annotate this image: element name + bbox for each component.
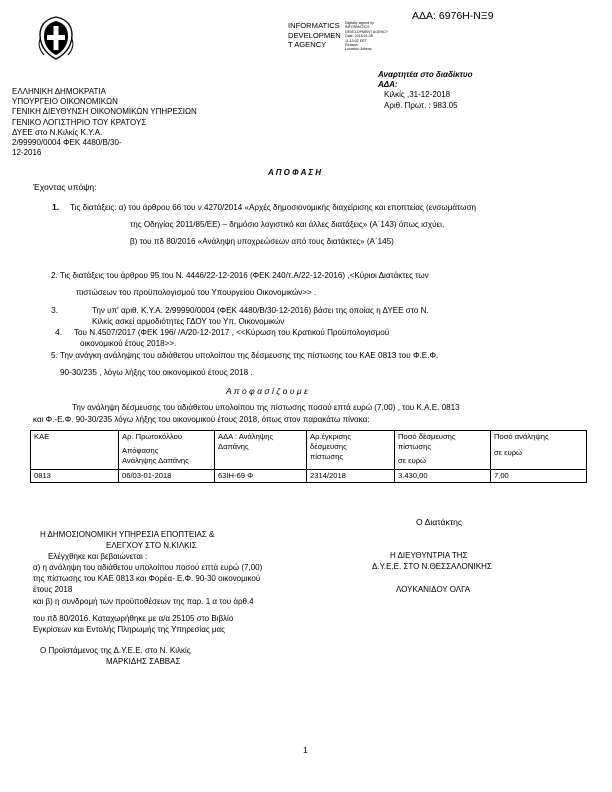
page-number: 1 <box>303 745 308 755</box>
item-5-line-2: 90-30/235 , λόγω λήξης του οικονομικού έτους 2018 . <box>60 368 253 377</box>
audit-line: έτους 2018 <box>33 585 73 594</box>
table-header-row <box>31 431 587 470</box>
issuer-line: 2/99990/0004 ΦΕΚ 4480/Β/30- <box>12 138 122 148</box>
issuer-line: ΓΕΝΙΚΗ ΔΙΕΥΘΥΝΣΗ ΟΙΚΟΝΟΜΙΚΩΝ ΥΠΗΡΕΣΙΩΝ <box>12 107 197 117</box>
signature-detail-line: INFORMATICS <box>345 25 370 30</box>
header-line: δέσμευσης <box>310 442 347 451</box>
decision-line-1: Την ανάληψη δέσμευσης του αδιάθετου υπολοίπου της πίστωσης ποσού επτά ευρώ (7,00) , του Κ.Α.Ε. 0813 <box>72 403 460 412</box>
greek-emblem-icon <box>36 15 76 61</box>
cell-protocol: 06/03-01-2018 <box>119 470 215 483</box>
signature-detail-line: Digitally signed by <box>345 21 374 25</box>
audit-line: Ελέγχθηκε και βεβαιώνεται : <box>48 552 148 561</box>
signature-detail-line: Location: Athens <box>345 47 372 52</box>
item-1-number: 1. <box>52 202 60 212</box>
header-line: Απόφασης <box>122 446 159 455</box>
signer-org-line: T AGENCY <box>288 40 327 50</box>
header-line: Ποσό δέσμευσης <box>398 432 456 441</box>
item-5-line-1: 5. Την ανάγκη ανάληψης του αδιάθετου υπολοίπου της δέσμευσης της πίστωσης του ΚΑΕ 0813 του Φ.Ε.Φ. <box>51 351 439 360</box>
signatory-name: ΛΟΥΚΑΝΙΔΟΥ ΟΛΓΑ <box>396 585 471 594</box>
decision-heading: Α π ο φ α σ ί ζ ο υ μ ε <box>226 386 308 396</box>
protocol-number: Αριθ. Πρωτ. : 983.05 <box>384 101 458 110</box>
signer-org <box>288 21 341 50</box>
header-line: ΑΔΑ : Ανάληψης <box>218 432 274 441</box>
posting-note: Αναρτητέα στο διαδίκτυο <box>378 70 473 79</box>
header-line: Δαπάνης <box>218 442 249 451</box>
issuer-line: ΔΥΕΕ στο Ν.Κιλκίς Κ.Υ.Α. <box>12 127 103 137</box>
signatory-role: Ο Διατάκτης <box>416 517 463 527</box>
header-kae <box>31 431 119 470</box>
cell-approval: 2314/2018 <box>307 470 395 483</box>
item-3-line-2: Κιλκίς ασκεί αρμοδιότητες ΓΔΟΥ του Υπ. Οικονομικών <box>92 317 285 326</box>
issuer-block <box>12 87 197 158</box>
ada-code: ΑΔΑ: 6976Η-ΝΞ9 <box>412 10 494 22</box>
decision-line-2: και Φ.-Ε.Φ. 90-30/235 λόγω λήξης του οικονομικού έτους 2018, όπως στον παρακάτω πίνακα: <box>33 415 370 424</box>
audit-heading-2: ΕΛΕΓΧΟΥ ΣΤΟ Ν.ΚΙΛΚΙΣ <box>106 541 197 550</box>
audit-head-title: Ο Προϊστάμενος της Δ.Υ.Ε.Ε. στο Ν. Κιλκίς <box>40 646 191 655</box>
issuer-line: ΓΕΝΙΚΟ ΛΟΓΙΣΤΗΡΙΟ ΤΟΥ ΚΡΑΤΟΥΣ <box>12 117 147 127</box>
signature-detail-line: Date: 2018.01.08 <box>345 34 373 39</box>
item-2-line-1: 2. Τις διατάξεις του άρθρου 95 του Ν. 4446/22-12-2016 (ΦΕΚ 240/τ.Α/22-12-2016) ,<Κύριοι Διατάκτες των <box>51 271 429 280</box>
intro-text: Έχοντας υπόψη: <box>33 182 97 192</box>
table-row <box>31 470 587 483</box>
header-commit-amount <box>491 431 587 470</box>
header-line: Αρ. Πρωτοκόλλου <box>122 432 182 441</box>
signer-org-line: DEVELOPMEN <box>288 30 341 40</box>
header-approval <box>307 431 395 470</box>
header-amount <box>395 431 491 470</box>
header-line: ΚΑΕ <box>34 432 50 441</box>
signature-detail-line: 11:13:02 EET <box>345 38 367 43</box>
item-1-line-1: Τις διατάξεις: α) του άρθρου 66 του ν.4270/2014 «Αρχές δημοσιονομικής διαχείρισης και εποπτείας (ενσωμάτωση <box>70 203 476 212</box>
item-1-line-2: της Οδηγίας 2011/85/ΕΕ) – δημόσιο λογιστικό και άλλες διατάξεις» (Α΄143) όπως ισχύει, <box>130 220 445 229</box>
cell-commit-amount: 7,00 <box>491 470 587 483</box>
header-protocol <box>119 431 215 470</box>
issuer-line: 12-2016 <box>12 148 42 158</box>
header-line: Ανάληψης Δαπάνης <box>122 456 189 465</box>
item-3-number: 3. <box>51 305 59 315</box>
audit-heading-1: Η ΔΗΜΟΣΙΟΝΟΜΙΚΗ ΥΠΗΡΕΣΙΑ ΕΠΟΠΤΕΙΑΣ & <box>40 530 215 539</box>
item-4-line-2: οικονομικού έτους 2018>>. <box>80 339 177 348</box>
audit-line: της πίστωσης του ΚΑΕ 0813 και Φορέα- Ε.Φ. 90-30 οικονομικού <box>33 574 261 583</box>
header-line: Ποσό ανάληψης <box>494 432 549 441</box>
signer-org-line: INFORMATICS <box>288 21 340 30</box>
audit-line: του πδ 80/2016. Καταχωρήθηκε με α/α 25105 στο Βιβλίο <box>33 614 234 623</box>
header-line: πίστωσης <box>398 442 432 451</box>
item-3-line-1: Την υπ' αριθ. Κ.Υ.Α. 2/99990/0004 (ΦΕΚ 4480/Β/30-12-2016) βάσει της οποίας η ΔΥΕΕ στο Ν. <box>92 306 429 315</box>
audit-line: και β) η συνδρομή των προϋποθέσεων της παρ. 1 α του άρθ.4 <box>33 597 254 606</box>
header-line: σε ευρώ <box>398 456 426 465</box>
cell-amount: 3.430,00 <box>395 470 491 483</box>
signature-detail-line: DEVELOPMENT AGENCY <box>345 29 389 34</box>
cell-kae: 0813 <box>31 470 119 483</box>
signature-details <box>345 21 388 52</box>
document-title: Α Π Ο Φ Α Σ Η <box>268 168 322 177</box>
commitment-table <box>30 430 587 483</box>
audit-line: Εγκρίσεων και Εντολής Πληρωμής της Υπηρεσίας μας <box>33 625 226 634</box>
audit-head-name: ΜΑΡΚΙΔΗΣ ΣΑΒΒΑΣ <box>106 657 181 666</box>
issuer-line: ΥΠΟΥΡΓΕΙΟ ΟΙΚΟΝΟΜΙΚΩΝ <box>12 97 118 107</box>
item-4-number: 4. <box>55 327 63 337</box>
cell-ada: 63ΙΗ-69 Φ <box>215 470 307 483</box>
signature-detail-line: Reason: <box>345 43 359 48</box>
item-2-line-2: πιστώσεων του προϋπολογισμού του Υπουργείου Οικονομικών>> . <box>76 288 317 297</box>
header-line: πίστωσης <box>310 452 344 461</box>
audit-line: α) η ανάληψη του αδιάθετου υπολοίπου ποσού επτά ευρώ (7,00) <box>33 563 263 572</box>
header-line: Αρ.έγκρισης <box>310 432 352 441</box>
posting-ada: ΑΔΑ: <box>378 80 398 89</box>
header-ada <box>215 431 307 470</box>
place-date: Κιλκίς ,31-12-2018 <box>384 90 451 99</box>
signatory-dept-line-2: Δ.Υ.Ε.Ε. ΣΤΟ Ν.ΘΕΣΣΑΛΟΝΙΚΗΣ <box>372 562 492 571</box>
item-4-line-1: Του Ν.4507/2017 (ΦΕΚ 196/ /Α/20-12-2017 , <<Κύρωση του Κρατικού Προϋπολογισμού <box>74 328 390 337</box>
issuer-line: ΕΛΛΗΝΙΚΗ ΔΗΜΟΚΡΑΤΙΑ <box>12 87 106 96</box>
signatory-dept-line-1: Η ΔΙΕΥΘΥΝΤΡΙΑ ΤΗΣ <box>390 551 468 560</box>
header-line: σε ευρώ <box>494 448 522 457</box>
item-1-line-3: β) του πδ 80/2016 «Ανάληψη υποχρεώσεων από τους διατάκτες» (Α΄145) <box>130 237 394 246</box>
